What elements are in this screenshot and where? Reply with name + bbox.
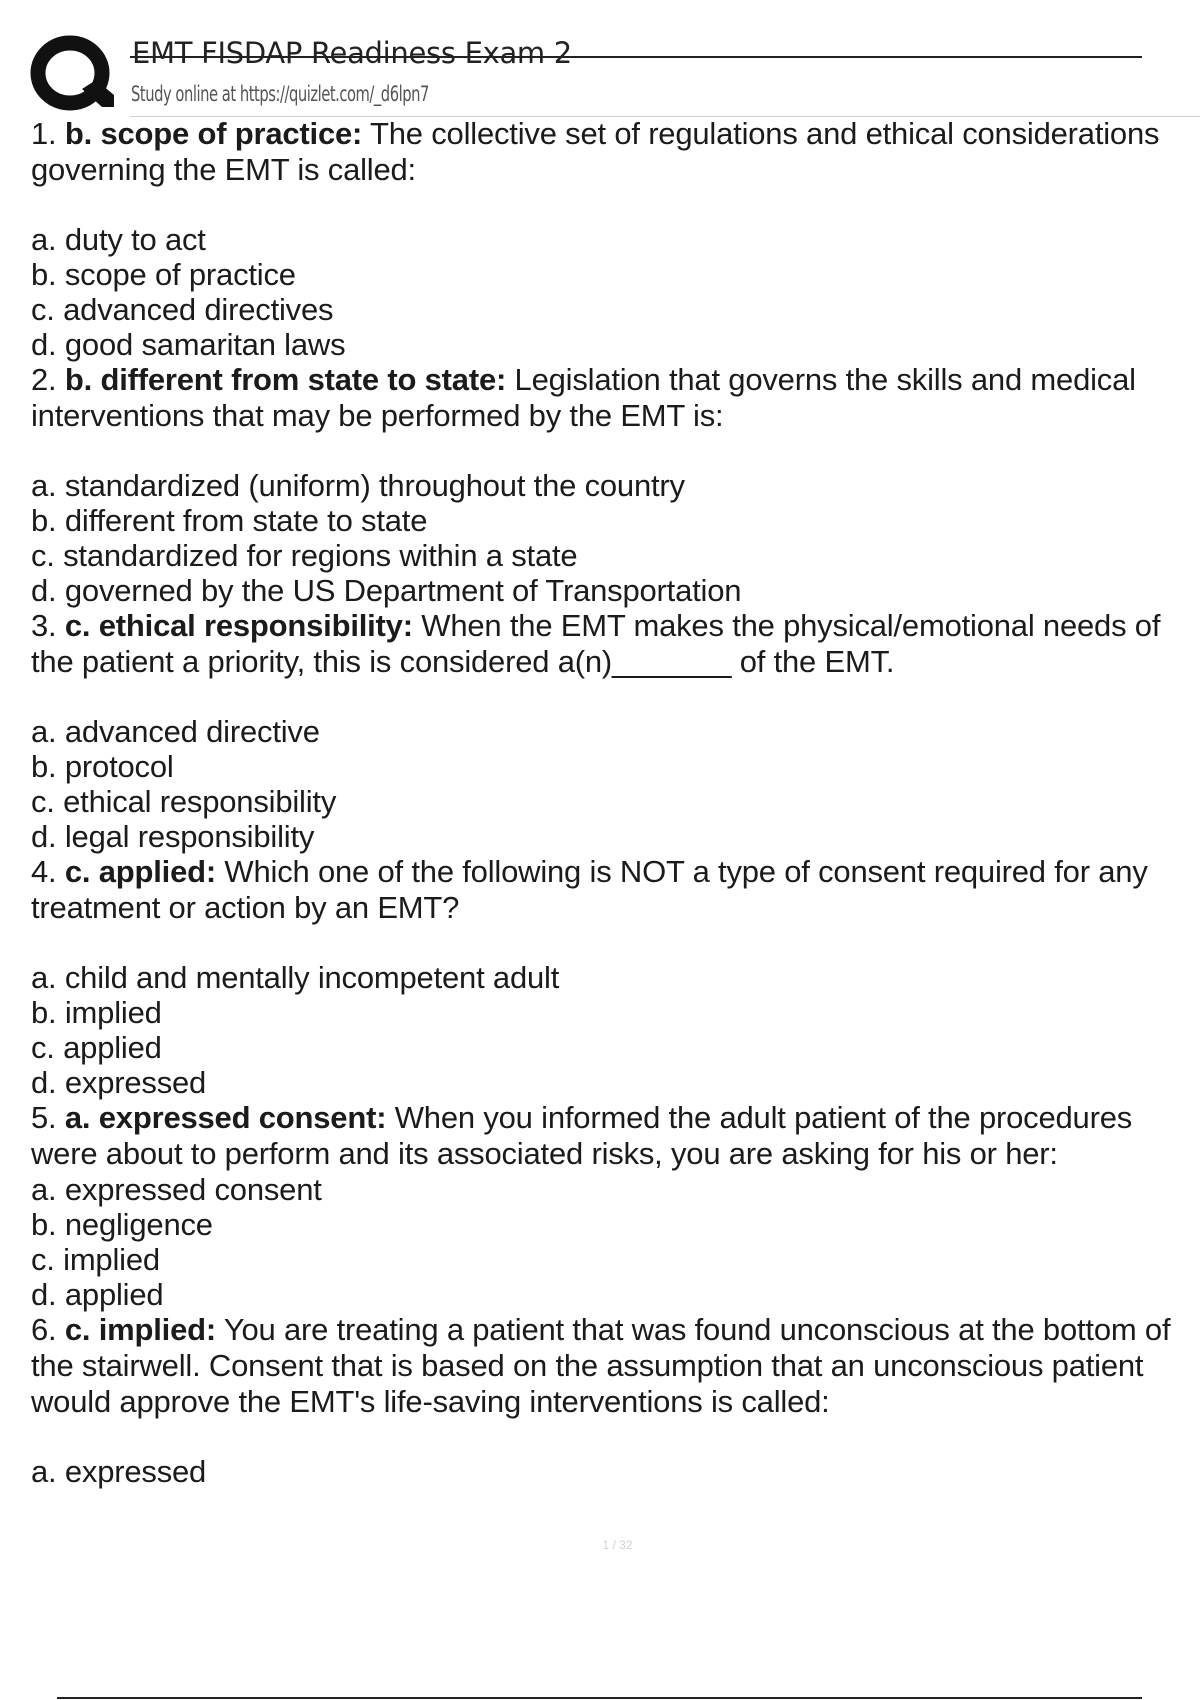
question-number: 1.	[31, 116, 57, 151]
document-header	[0, 0, 1200, 120]
answer-option: d. expressed	[31, 1065, 207, 1100]
question-first-line	[31, 1312, 1200, 1348]
document-title: EMT FISDAP Readiness Exam 2	[132, 36, 572, 70]
question-text: would approve the EMT's life-saving interventions is called:	[31, 1384, 830, 1419]
answer-option: c. advanced directives	[31, 292, 334, 327]
question-text: The collective set of regulations and ethical considerations	[370, 116, 1160, 151]
correct-answer: b. different from state to state:	[64, 362, 507, 397]
answer-option: b. negligence	[31, 1207, 213, 1242]
question-item	[31, 116, 1200, 362]
answer-option: d. governed by the US Department of Transportation	[31, 573, 742, 608]
question-first-line	[31, 1100, 1200, 1136]
question-first-line	[31, 362, 1200, 398]
question-item	[31, 362, 1200, 608]
answer-option: a. standardized (uniform) throughout the country	[31, 468, 685, 503]
page-number: 1 / 32	[602, 1538, 633, 1552]
question-number: 2.	[31, 362, 57, 397]
correct-answer: a. expressed consent:	[64, 1100, 387, 1135]
correct-answer: c. applied:	[64, 854, 216, 889]
answer-option: c. standardized for regions within a state	[31, 538, 578, 573]
spacer	[31, 680, 1200, 714]
answer-option: a. duty to act	[31, 222, 206, 257]
question-text: were about to perform and its associated risks, you are asking for his or her:	[31, 1136, 1058, 1171]
answer-option: b. scope of practice	[31, 257, 296, 292]
question-text: When you informed the adult patient of the procedures	[394, 1100, 1133, 1135]
spacer	[31, 188, 1200, 222]
question-number: 5.	[31, 1100, 57, 1135]
answer-option: d. legal responsibility	[31, 819, 315, 854]
question-text: the stairwell. Consent that is based on the assumption that an unconscious patient	[31, 1348, 1144, 1383]
spacer	[31, 926, 1200, 960]
question-list	[31, 116, 1200, 1489]
question-number: 3.	[31, 608, 57, 643]
answer-option: d. good samaritan laws	[31, 327, 346, 362]
question-text: treatment or action by an EMT?	[31, 890, 460, 925]
spacer	[31, 1420, 1200, 1454]
answer-option: b. implied	[31, 995, 162, 1030]
question-text: When the EMT makes the physical/emotional needs of	[421, 608, 1161, 643]
footer-rule	[57, 1697, 1142, 1699]
answer-option: c. implied	[31, 1242, 160, 1277]
question-text: interventions that may be performed by the EMT is:	[31, 398, 724, 433]
question-item	[31, 1100, 1200, 1312]
question-first-line	[31, 854, 1200, 890]
answer-option: a. expressed consent	[31, 1172, 322, 1207]
question-item	[31, 1312, 1200, 1489]
spacer	[31, 434, 1200, 468]
question-number: 6.	[31, 1312, 57, 1347]
question-item	[31, 608, 1200, 854]
answer-option: a. child and mentally incompetent adult	[31, 960, 560, 995]
question-text: governing the EMT is called:	[31, 152, 416, 187]
answer-option: b. different from state to state	[31, 503, 428, 538]
correct-answer: b. scope of practice:	[64, 116, 363, 151]
answer-option: b. protocol	[31, 749, 174, 784]
answer-option: a. advanced directive	[31, 714, 320, 749]
question-text: Which one of the following is NOT a type of consent required for any	[224, 854, 1148, 889]
answer-option: a. expressed	[31, 1454, 207, 1489]
question-text: You are treating a patient that was found unconscious at the bottom of	[223, 1312, 1171, 1347]
question-text: the patient a priority, this is considered a(n)_______ of the EMT.	[31, 644, 895, 679]
study-online-link[interactable]: Study online at https://quizlet.com/_d6lpn7	[131, 82, 429, 106]
quizlet-q-logo-icon	[30, 33, 118, 113]
question-number: 4.	[31, 854, 57, 889]
answer-option: d. applied	[31, 1277, 164, 1312]
question-first-line	[31, 116, 1200, 152]
correct-answer: c. ethical responsibility:	[64, 608, 413, 643]
answer-option: c. applied	[31, 1030, 162, 1065]
question-text: Legislation that governs the skills and medical	[514, 362, 1136, 397]
question-first-line	[31, 608, 1200, 644]
correct-answer: c. implied:	[64, 1312, 216, 1347]
question-item	[31, 854, 1200, 1100]
answer-option: c. ethical responsibility	[31, 784, 337, 819]
